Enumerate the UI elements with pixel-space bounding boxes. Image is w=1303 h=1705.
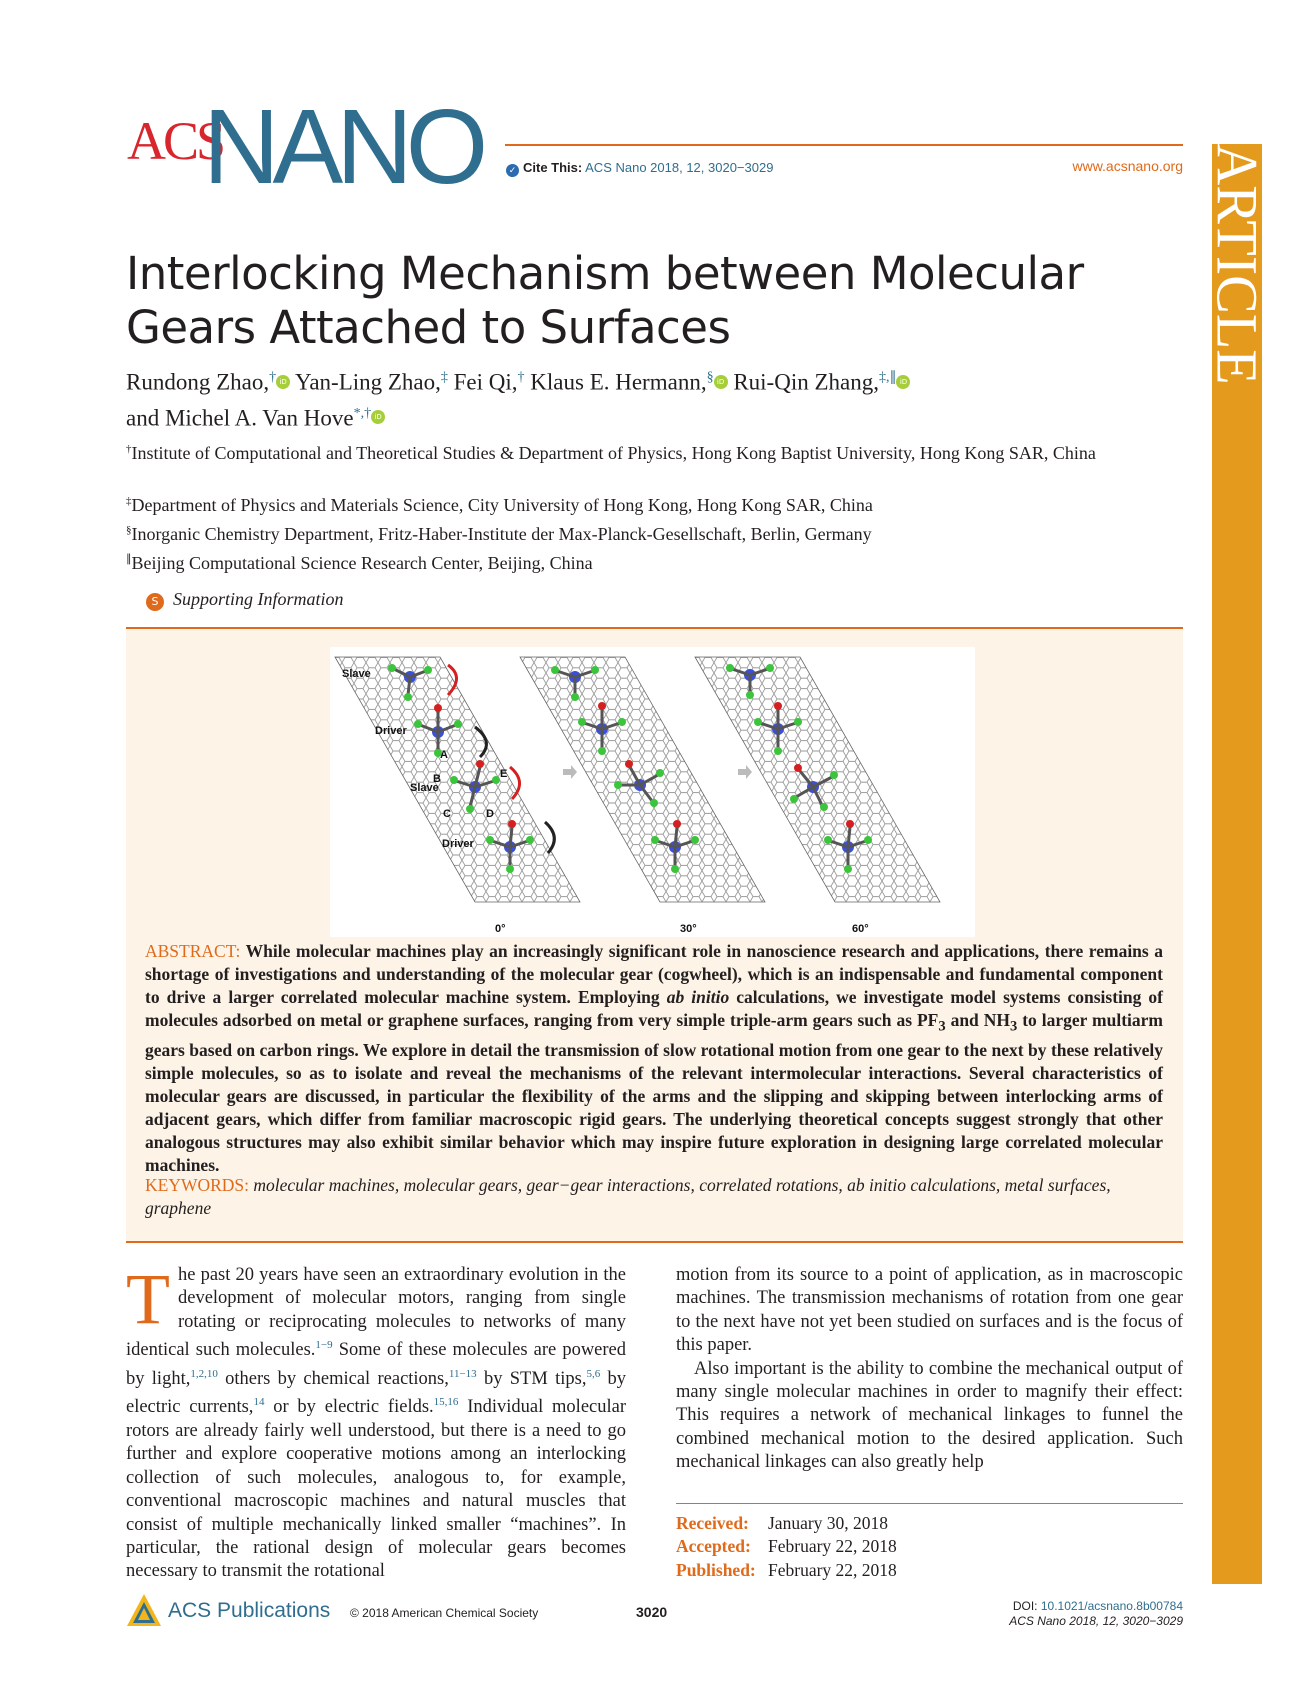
keywords-lead: KEYWORDS: [145, 1175, 250, 1195]
gear-figure-svg [330, 647, 975, 937]
affiliation-mark: ∥ [126, 553, 132, 565]
body-column-right [676, 1264, 1183, 1475]
cite-label: Cite This: [523, 160, 583, 175]
author-name: Yan-Ling Zhao, [295, 369, 441, 395]
supporting-info-icon[interactable]: S [146, 593, 164, 611]
keywords-text: molecular machines, molecular gears, gear−gear interactions, correlated rotations, ab initio calculations, metal surfaces, graphene [145, 1175, 1111, 1218]
dropcap: T [126, 1259, 170, 1339]
doi-link[interactable]: 10.1021/acsnano.8b00784 [1040, 1599, 1183, 1613]
step-arrow [563, 765, 577, 779]
author-affil-mark[interactable]: *,† [353, 405, 372, 421]
figure-label: Driver [375, 725, 407, 737]
body-column-left [126, 1259, 627, 1584]
doi-block [1009, 1599, 1183, 1629]
abstract-lead: ABSTRACT: [145, 941, 241, 961]
article-title: Interlocking Mechanism between Molecular Gears Attached to Surfaces [126, 247, 1084, 354]
affiliation-mark: § [126, 524, 132, 536]
affiliation-text: Department of Physics and Materials Science, City University of Hong Kong, Hong Kong SAR, China [131, 495, 873, 515]
citation-ref[interactable]: 1−9 [315, 1339, 333, 1352]
citation-ref[interactable]: 5,6 [586, 1367, 601, 1380]
body-text: others by chemical reactions, [217, 1368, 449, 1389]
affiliation-text: Inorganic Chemistry Department, Fritz-Haber-Institute der Max-Planck-Gesellschaft, Berlin, Germany [131, 524, 872, 544]
date-row [676, 1559, 897, 1582]
article-dates [676, 1512, 897, 1582]
cite-this[interactable] [506, 160, 773, 177]
toc-figure [330, 647, 975, 937]
citation-ref[interactable]: 15,16 [433, 1396, 459, 1409]
angle-label: 0° [495, 923, 506, 935]
affiliation [126, 437, 1186, 465]
arm-label: A [440, 749, 448, 761]
citation-ref[interactable]: 14 [253, 1396, 265, 1409]
keywords [145, 1174, 1163, 1220]
author-list [126, 362, 1186, 433]
subscript: 3 [938, 1018, 946, 1035]
cite-reference[interactable]: ACS Nano 2018, 12, 3020−3029 [585, 160, 774, 175]
date-row [676, 1535, 897, 1558]
copyright: © 2018 American Chemical Society [350, 1606, 539, 1620]
journal-reference: ACS Nano 2018, 12, 3020−3029 [1009, 1614, 1183, 1628]
figure-label: Slave [342, 668, 371, 680]
journal-url[interactable]: www.acsnano.org [1072, 158, 1183, 174]
author-name: Rui-Qin Zhang, [733, 369, 879, 395]
abstract-body: and NH [945, 1010, 1010, 1030]
author-name: Rundong Zhao, [126, 369, 270, 395]
date-label: Received: [676, 1513, 749, 1533]
body-text: Individual molecular rotors are already fairly well understood, but there is a need to go further and explore cooperative motions among an interlocking collection of such molecules, analogous to, for example, conventional macroscopic machines and natural muscles that consist of multiple mechanically linked smaller “machines”. In particular, the rational design of molecular gears becomes necessary to transmit the rotational [126, 1397, 627, 1582]
affiliation-mark: † [126, 443, 132, 455]
affiliation [126, 547, 1186, 575]
orcid-icon[interactable]: iD [896, 375, 910, 389]
body-paragraph: Also important is the ability to combine the mechanical output of many single molecular machines in order to magnify their effect: This requires a network of mechanical linkages to funnel the combined mechanical motion to the desired application. Such mechanical linkages can also greatly help [676, 1358, 1183, 1473]
author-affil-mark[interactable]: † [269, 370, 277, 385]
abstract-text [145, 940, 1163, 1177]
body-paragraph: motion from its source to a point of application, as in macroscopic machines. The transmission mechanisms of rotation from one gear to the next have not yet been studied on surfaces and is the focus of this paper. [676, 1265, 1183, 1356]
abstract-body: to larger multiarm gears based on carbon rings. We explore in detail the transmission of slow rotational motion from one gear to the next by these relatively simple molecules, so as to isolate and reveal the mechanisms of the relevant intermolecular interactions. Several characteristics of molecular gears are discussed, in particular the flexibility of the arms and the slipping and skipping between interlocking arms of adjacent gears, which differ from familiar macroscopic rigid gears. The underlying theoretical concepts suggest strongly that other analogous structures may also exhibit similar behavior which may inspire future exploration in designing large correlated molecular machines. [145, 1010, 1163, 1175]
author-affil-mark[interactable]: ‡ [440, 370, 448, 385]
acs-publications-logo-icon[interactable] [126, 1593, 162, 1627]
article-label [1204, 143, 1270, 385]
angle-label: 60° [852, 923, 869, 935]
date-value: February 22, 2018 [768, 1559, 897, 1580]
body-text: by STM tips, [476, 1368, 587, 1389]
author-name: and Michel A. Van Hove [126, 405, 354, 431]
date-label: Accepted: [676, 1536, 751, 1557]
publisher-name[interactable]: ACS Publications [168, 1599, 331, 1622]
dates-rule [676, 1503, 1183, 1504]
logo-acs-text: ACS [127, 111, 224, 171]
article-label-text: ARTICLE [1204, 143, 1270, 385]
orcid-icon[interactable]: iD [371, 410, 385, 424]
journal-logo [127, 88, 507, 206]
check-icon: ✓ [506, 164, 519, 177]
body-text: he past 20 years have seen an extraordinary evolution in the development of molecular motors, ranging from single rotating or reciprocating molecules to networks of many identical such molecules. [126, 1265, 626, 1361]
header-rule [505, 144, 1183, 146]
author-name: Klaus E. Hermann, [530, 369, 707, 395]
date-value: January 30, 2018 [768, 1513, 889, 1533]
abstract-body: While molecular machines play an increasingly significant role in nanoscience research and applications, there remains a shortage of investigations and understanding of the molecular gear (cogwheel), which is an indispensable and fundamental component to drive a larger correlated molecular machine system. Employing [145, 941, 1164, 1007]
abstract-italic: ab initio [666, 987, 730, 1007]
author-name: Fei Qi, [453, 369, 518, 395]
date-row [676, 1512, 897, 1535]
arm-label: B [433, 773, 441, 785]
date-value: February 22, 2018 [768, 1536, 897, 1557]
arm-label: C [443, 808, 451, 820]
author-affil-mark[interactable]: † [517, 370, 525, 385]
affiliation-text: Beijing Computational Science Research Center, Beijing, China [131, 553, 593, 573]
figure-label: Driver [442, 838, 474, 850]
orcid-icon[interactable]: iD [276, 375, 290, 389]
date-label: Published: [676, 1559, 756, 1580]
abstract-body: calculations, we investigate model systems consisting of molecules adsorbed on metal or graphene surfaces, ranging from very simple triple-arm gears such as PF [145, 987, 1163, 1030]
affiliation [126, 518, 1186, 546]
supporting-info-link[interactable]: Supporting Information [173, 589, 344, 609]
doi-label: DOI: [1012, 1599, 1041, 1613]
citation-ref[interactable]: 11−13 [448, 1367, 477, 1380]
arm-label: D [486, 808, 494, 820]
author-affil-mark[interactable]: § [706, 370, 714, 385]
author-affil-mark[interactable]: ‡,∥ [878, 370, 897, 385]
citation-ref[interactable]: 1,2,10 [190, 1367, 218, 1380]
orcid-icon[interactable]: iD [714, 375, 728, 389]
logo-nano-text: NANO [203, 88, 482, 206]
subscript: 3 [1009, 1018, 1018, 1035]
body-text: Some of these molecules are powered by light, [126, 1340, 627, 1389]
step-arrow [738, 765, 752, 779]
affiliation-text: Institute of Computational and Theoretical Studies & Department of Physics, Hong Kong Baptist University, Hong Kong SAR, China [131, 443, 1096, 463]
affiliation [126, 489, 1186, 517]
body-text: or by electric fields. [264, 1397, 434, 1418]
figure-label: Slave [410, 782, 439, 794]
angle-label: 30° [680, 923, 697, 935]
arm-label: E [500, 768, 508, 780]
page-number: 3020 [636, 1604, 668, 1620]
body-text: by electric currents, [126, 1368, 627, 1418]
affiliation-mark: ‡ [126, 495, 132, 507]
